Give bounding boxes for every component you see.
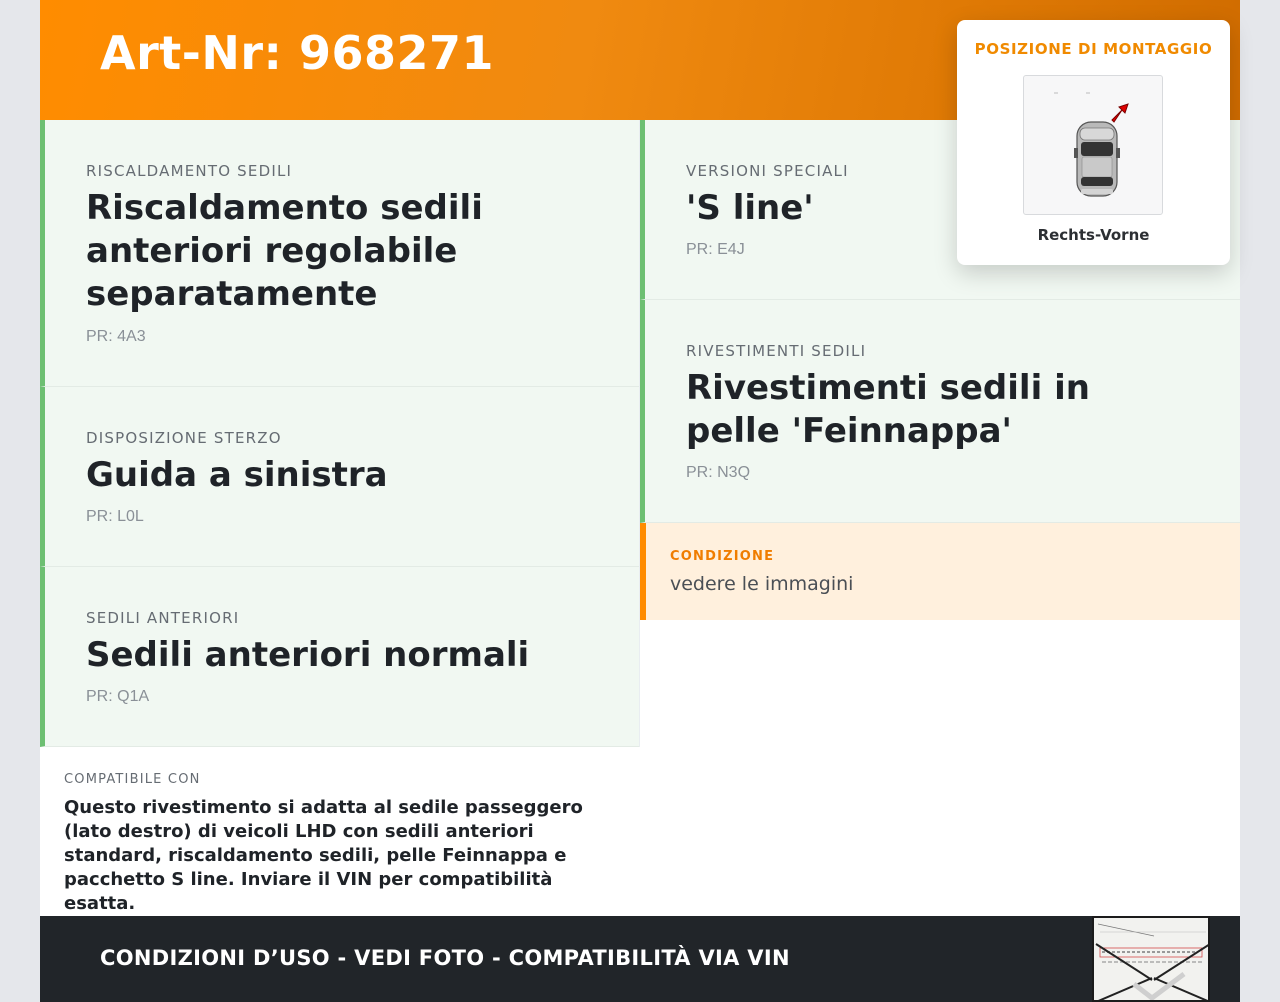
footer-bar <box>40 916 1240 1002</box>
feature-card-seat-covers <box>640 300 1240 523</box>
envelope-icon <box>1094 918 1210 1002</box>
feature-pr-code: PR: Q1A <box>86 688 150 705</box>
feature-value: Riscaldamento sedili anteriori regolabile separatamente <box>86 188 483 314</box>
feature-value: Rivestimenti sedili in pelle 'Feinnappa' <box>686 368 1090 451</box>
feature-pr-code: PR: L0L <box>86 508 144 525</box>
feature-card-steering <box>40 387 639 567</box>
car-top-view-icon[interactable] <box>1023 75 1163 215</box>
mounting-position-label: Rechts-Vorne <box>1037 226 1150 244</box>
feature-pr-code: PR: E4J <box>686 241 745 258</box>
feature-category: SEDILI ANTERIORI <box>86 609 240 627</box>
feature-category: DISPOSIZIONE STERZO <box>86 429 282 447</box>
footer-text: CONDIZIONI D’USO - VEDI FOTO - COMPATIBILITÀ VIA VIN <box>100 946 790 970</box>
feature-category: VERSIONI SPECIALI <box>686 162 849 180</box>
compatibility-title: COMPATIBILE CON <box>64 772 201 787</box>
article-number: Art-Nr: 968271 <box>100 26 495 80</box>
compatibility-section <box>40 747 640 916</box>
feature-value: Guida a sinistra <box>86 455 388 495</box>
left-column <box>40 120 640 916</box>
feature-category: RISCALDAMENTO SEDILI <box>86 162 293 180</box>
condition-title: CONDIZIONE <box>670 549 775 564</box>
feature-value: Sedili anteriori normali <box>86 635 530 675</box>
feature-category: RIVESTIMENTI SEDILI <box>686 342 867 360</box>
feature-pr-code: PR: N3Q <box>686 464 751 481</box>
mounting-position-card <box>957 20 1230 265</box>
feature-card-seat-heating <box>40 120 639 387</box>
feature-pr-code: PR: 4A3 <box>86 328 146 345</box>
vin-label-thumbnail[interactable] <box>1092 916 1210 1002</box>
feature-value: 'S line' <box>686 188 814 228</box>
condition-section <box>640 523 1240 620</box>
mounting-position-title: POSIZIONE DI MONTAGGIO <box>974 40 1213 58</box>
feature-card-front-seats <box>40 567 639 747</box>
condition-text: vedere le immagini <box>670 573 854 595</box>
compatibility-text: Questo rivestimento si adatta al sedile passeggero (lato destro) di veicoli LHD con sedili anteriori standard, riscaldamento sedili, pelle Feinnappa e pacchetto S line. Inviare il VIN per compatibilità esatta. <box>64 797 583 914</box>
